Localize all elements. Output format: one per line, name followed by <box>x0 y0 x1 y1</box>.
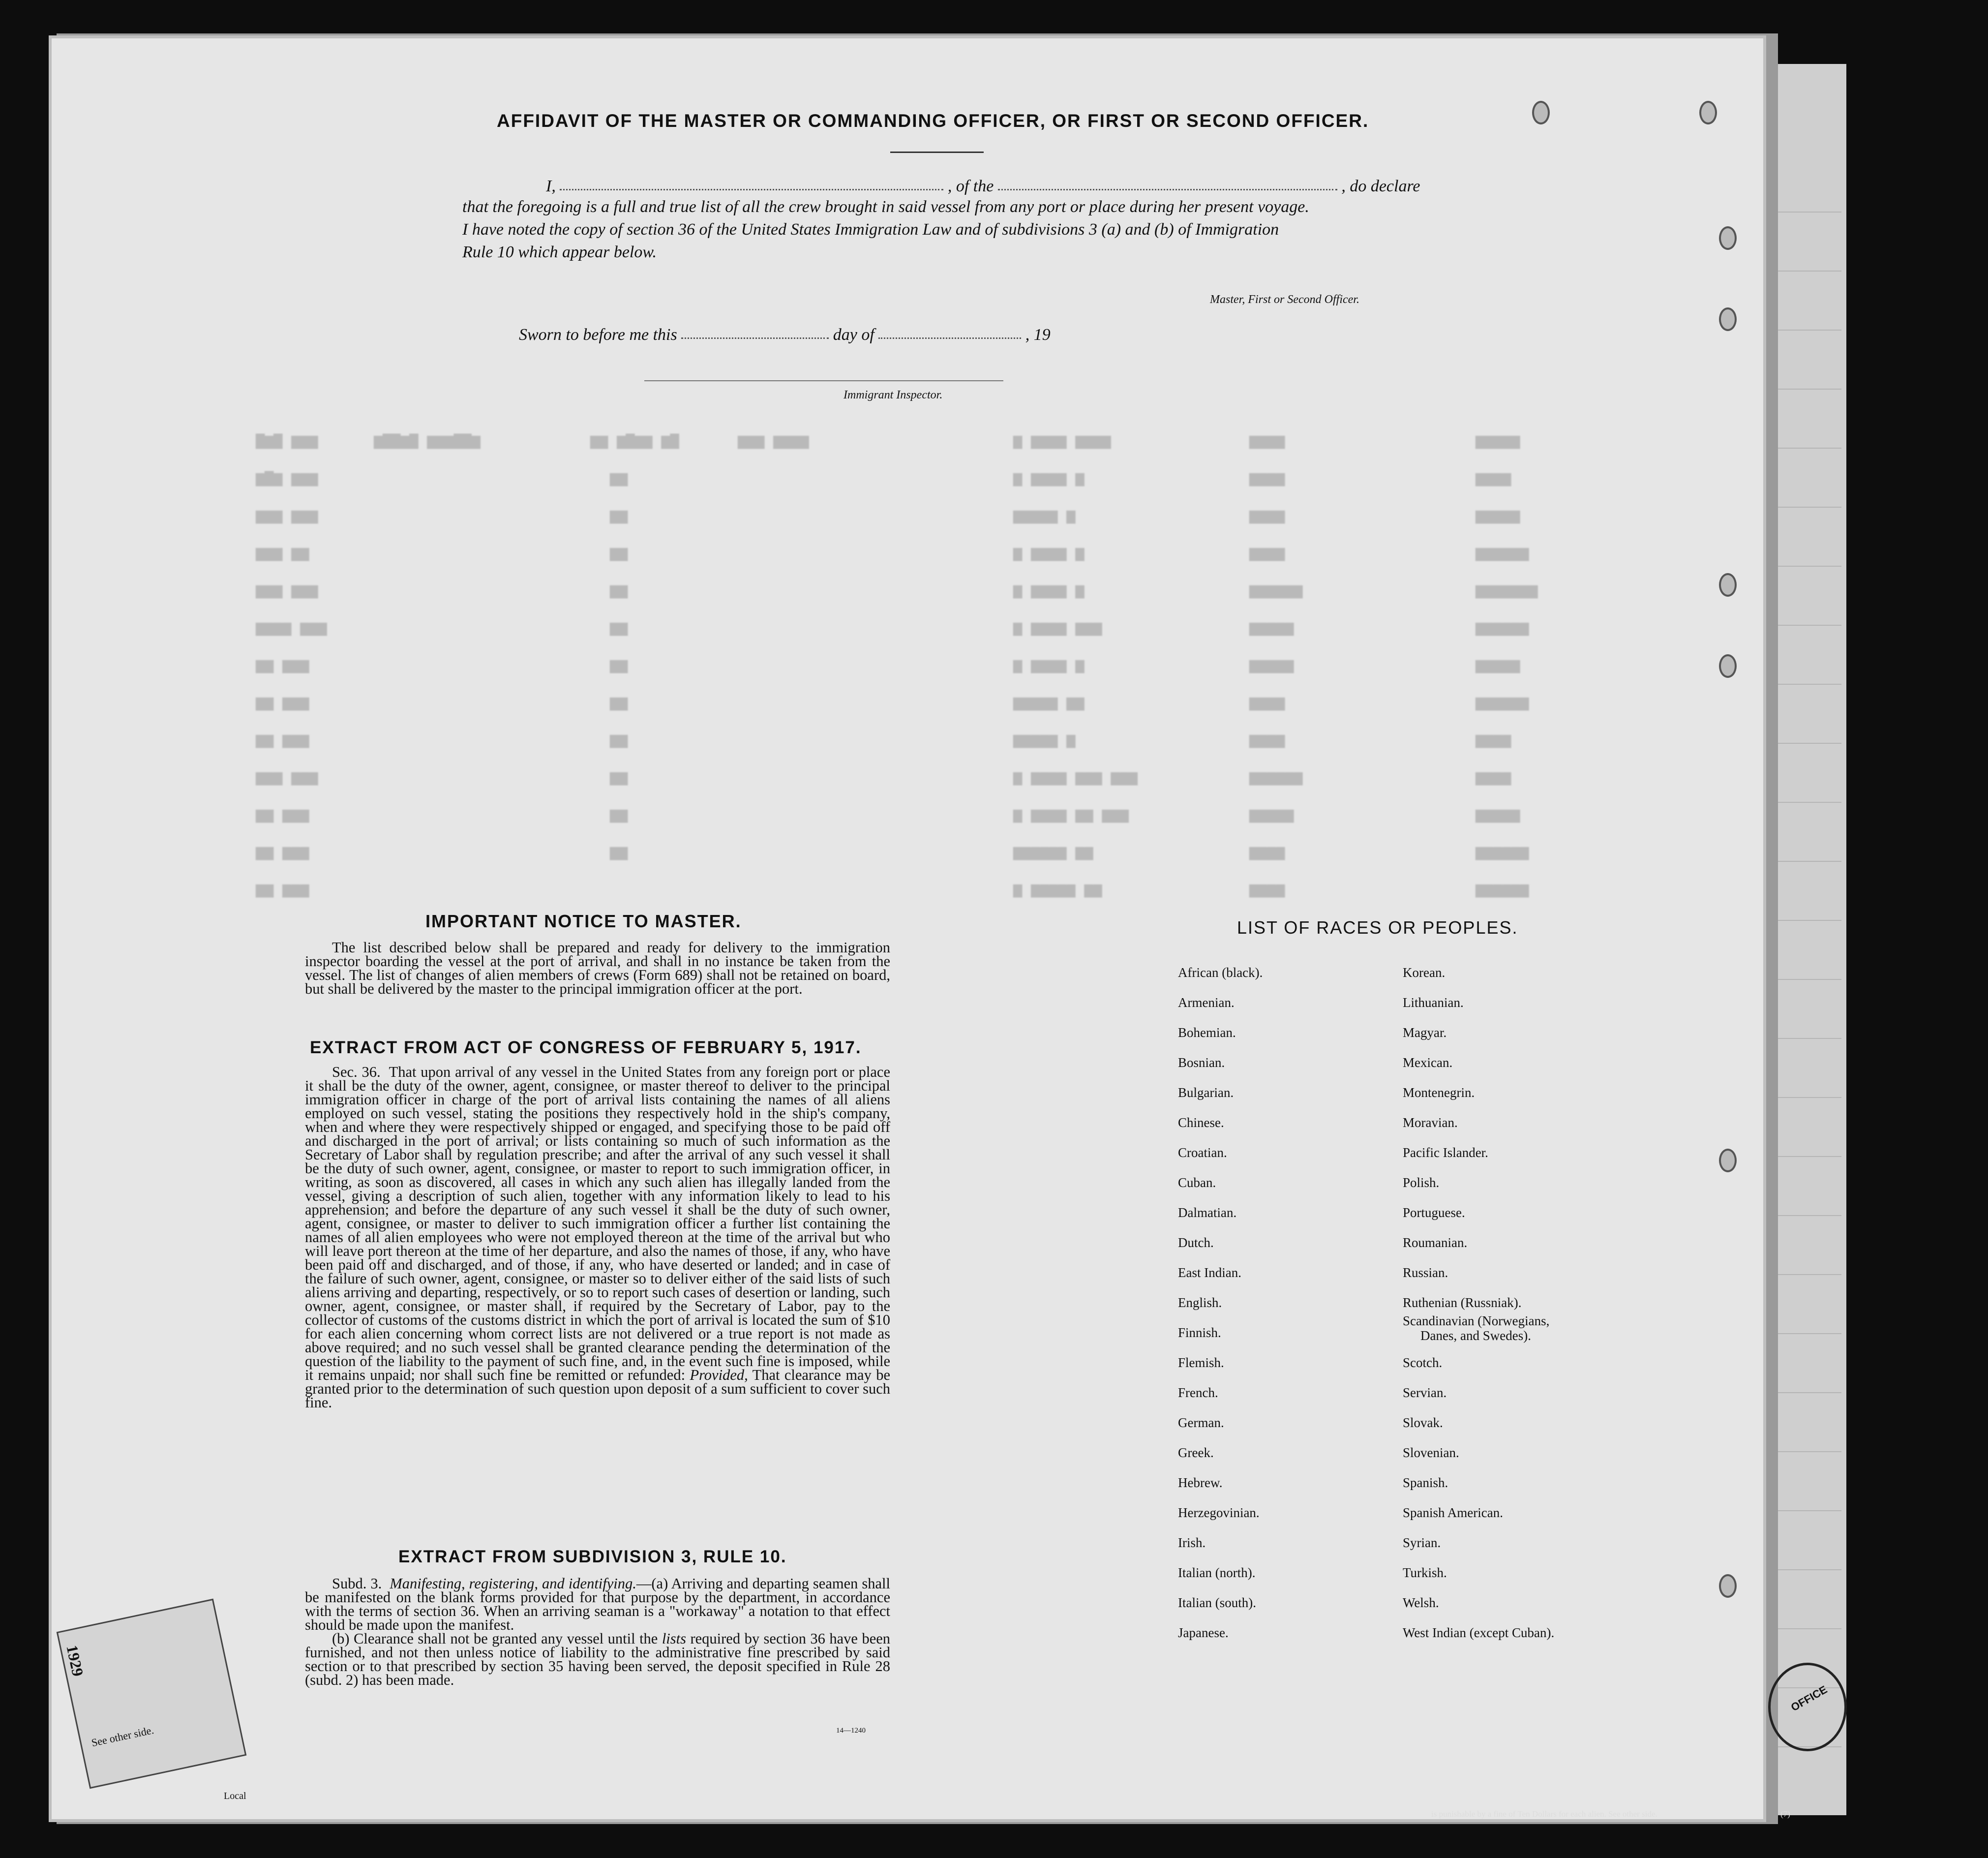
act-section-label: Sec. 36. <box>332 1064 381 1080</box>
race-item: Slovak. <box>1403 1415 1443 1430</box>
underlying-sheet <box>1751 64 1846 1815</box>
rule-text-b-end: required by section 36 have been furnished, and not then unless notice of liability to the administrative fine prescribed by said section or to that prescribed by section 35 having been served, the deposit specified in Rule 28 (subd. 2) has been made. <box>305 1630 891 1688</box>
race-item: Scandinavian (Norwegians, <box>1403 1313 1550 1328</box>
race-item: Irish. <box>1178 1535 1206 1550</box>
affidavit-i: I, <box>546 177 556 195</box>
race-item: Montenegrin. <box>1403 1085 1475 1100</box>
slip-see-other: See other side. <box>90 1723 155 1749</box>
race-item: Bosnian. <box>1178 1055 1225 1070</box>
inspector-signature-line <box>644 380 1003 381</box>
fine-note: is punishable by a fine of Ten Dollars for each alien. See other side. <box>1431 1809 1657 1819</box>
race-item: Turkish. <box>1403 1565 1447 1580</box>
race-item: Flemish. <box>1178 1355 1224 1370</box>
race-item: Servian. <box>1403 1385 1447 1400</box>
race-item: Pacific Islander. <box>1403 1145 1488 1160</box>
race-item: Cuban. <box>1178 1175 1216 1190</box>
affidavit-line-3: I have noted the copy of section 36 of the United States Immigration Law and of subdivisions 3 (a) and (b) of Immigration <box>462 220 1279 239</box>
office-stamp-icon <box>1768 1663 1847 1751</box>
binder-hole-icon <box>1532 101 1550 124</box>
binder-hole-icon <box>1719 654 1737 678</box>
race-item: Greek. <box>1178 1445 1214 1460</box>
binder-hole-icon <box>1719 1574 1737 1598</box>
notice-title: IMPORTANT NOTICE TO MASTER. <box>425 911 742 931</box>
race-item: Slovenian. <box>1403 1445 1459 1460</box>
master-signature-label: Master, First or Second Officer. <box>1210 293 1359 306</box>
race-item: Croatian. <box>1178 1145 1227 1160</box>
race-item: Portuguese. <box>1403 1205 1465 1220</box>
affidavit-line-4: Rule 10 which appear below. <box>462 243 657 261</box>
race-item: Welsh. <box>1403 1595 1439 1610</box>
act-section-body: That upon arrival of any vessel in the United States from any foreign port or place it shall be the duty of the owner, agent, consignee, or master thereof to deliver to the principal immigration officer in charge of the port of arrival lists containing the names of all aliens employed on such vessel, stating the positions they respectively hold in the ship's company, when and where they were respectively shipped or engaged, and specifying those to be paid off and discharged in the port of arrival; or lists containing so much of such information as the Secretary of Labor shall by regulation prescribe; and after the arrival of any such vessel it shall be the duty of such owner, agent, consignee, or master to report to such immigration officer, in writing, as soon as discovered, all cases in which any such alien has illegally landed from the vessel, giving a description of such alien, together with any information likely to lead to his apprehension; and before the departure of any such vessel it shall be the duty of such owner, agent, consignee, or master to deliver to such immigration officer a further list containing the names of all alien employees who were not employed thereon at the time of the arrival but who will leave port thereon at the time of her departure, and also the names of those, if any, who have been paid off and discharged, and of those, if any, who have deserted or landed; and in case of the failure of such owner, agent, consignee, or master so to deliver either of the said lists of such aliens arriving and departing, respectively, or so to report such cases of desertion or landing, such owner, agent, consignee, or master shall, if required by the Secretary of Labor, pay to the collector of customs of the customs district in which the port of arrival is located the sum of $10 for each alien concerning whom correct lists are not delivered or a true report is not made as above required; and no such vessel shall be granted clearance pending the determination of the question of the liability to the payment of such fine, and, in the event such fine is imposed, while it remains unpaid; nor shall such fine be remitted or refunded: <box>305 1064 890 1383</box>
act-section-end: That clearance may be granted prior to the determination of such question upon deposit of a sum sufficient to cover such fine. <box>305 1367 891 1411</box>
affidavit-line-2: that the foregoing is a full and true list of all the crew brought in said vessel from any port or place during her present voyage. <box>462 198 1309 216</box>
rule-text-a: —(a) Arriving and departing seamen shall be manifested on the blank forms provided for that purpose by the department, in accordance with the terms of section 36. When an arriving seaman is a "workaway" a notation to that effect should be made upon the manifest. <box>305 1575 891 1633</box>
race-item: Italian (north). <box>1178 1565 1256 1580</box>
race-item: Spanish. <box>1403 1475 1448 1490</box>
rule-title: EXTRACT FROM SUBDIVISION 3, RULE 10. <box>398 1547 787 1566</box>
rule-subd-label: Subd. 3. <box>332 1575 382 1592</box>
affidavit-line-1 <box>546 177 1420 196</box>
race-item: Korean. <box>1403 965 1446 980</box>
race-item: Bohemian. <box>1178 1025 1236 1040</box>
affidavit-of-the: , of the <box>947 177 994 195</box>
binder-hole-icon <box>1719 573 1737 597</box>
binder-hole-icon <box>1719 1149 1737 1172</box>
rule-subd-heading: Manifesting, registering, and identifying. <box>390 1575 636 1592</box>
race-item: West Indian (except Cuban). <box>1403 1625 1555 1640</box>
races-title: LIST OF RACES OR PEOPLES. <box>1237 917 1518 938</box>
title-underline <box>890 152 984 153</box>
notice-text <box>305 941 890 996</box>
race-item: Herzegovinian. <box>1178 1505 1260 1520</box>
race-item: Magyar. <box>1403 1025 1447 1040</box>
race-item: Lithuanian. <box>1403 995 1464 1010</box>
race-item: Syrian. <box>1403 1535 1441 1550</box>
race-item: Mexican. <box>1403 1055 1453 1070</box>
race-item: Hebrew. <box>1178 1475 1223 1490</box>
local-label: Local <box>224 1791 246 1801</box>
act-text <box>305 1065 890 1409</box>
rule-text-b-lists: lists <box>662 1630 686 1647</box>
race-item: Polish. <box>1403 1175 1440 1190</box>
sworn-text: Sworn to before me this <box>519 326 677 344</box>
act-provided: Provided, <box>690 1367 748 1383</box>
form-number: 14—1240 <box>836 1727 866 1735</box>
stamp-year: 1929 <box>63 1643 87 1678</box>
race-item: Scotch. <box>1403 1355 1443 1370</box>
binder-hole-icon <box>1719 226 1737 250</box>
act-title: EXTRACT FROM ACT OF CONGRESS OF FEBRUARY 5, 1917. <box>310 1038 862 1057</box>
race-item: Bulgarian. <box>1178 1085 1234 1100</box>
race-item: Ruthenian (Russniak). <box>1403 1295 1522 1310</box>
race-item: East Indian. <box>1178 1265 1241 1280</box>
sworn-line <box>519 326 1051 344</box>
inspector-label: Immigrant Inspector. <box>843 389 943 401</box>
race-item: African (black). <box>1178 965 1263 980</box>
race-item: Finnish. <box>1178 1325 1221 1340</box>
race-item: German. <box>1178 1415 1224 1430</box>
race-item: Dutch. <box>1178 1235 1214 1250</box>
folded-slip <box>57 1599 247 1789</box>
rule-text-b-start: (b) Clearance shall not be granted any vessel until the <box>332 1630 658 1647</box>
binder-hole-icon <box>1699 101 1717 124</box>
race-item: Roumanian. <box>1403 1235 1468 1250</box>
day-of-text: day of <box>833 326 874 344</box>
race-item: Dalmatian. <box>1178 1205 1237 1220</box>
race-item: Chinese. <box>1178 1115 1224 1130</box>
affidavit-do-declare: , do declare <box>1341 177 1420 195</box>
race-item: Armenian. <box>1178 995 1235 1010</box>
corner-mark: (7) <box>1780 1809 1790 1819</box>
year-text: , 19 <box>1025 326 1051 344</box>
race-item: Italian (south). <box>1178 1595 1256 1610</box>
race-item: French. <box>1178 1385 1218 1400</box>
race-item: Russian. <box>1403 1265 1448 1280</box>
race-item: English. <box>1178 1295 1222 1310</box>
notice-paragraph: The list described below shall be prepared and ready for delivery to the immigration inspector boarding the vessel at the port of arrival, and shall in no instance be taken from the vessel. The list of changes of alien members of crews (Form 689) shall not be retained on board, but shall be delivered by the master to the principal immigration officer at the port. <box>305 939 890 997</box>
binder-hole-icon <box>1719 307 1737 331</box>
race-item: Japanese. <box>1178 1625 1229 1640</box>
rule-text <box>305 1577 890 1687</box>
stamp-office-text: OFFICE <box>1788 1683 1830 1714</box>
race-item: Spanish American. <box>1403 1505 1503 1520</box>
race-item: Moravian. <box>1403 1115 1458 1130</box>
race-item-continued: Danes, and Swedes). <box>1420 1328 1531 1343</box>
affidavit-title: AFFIDAVIT OF THE MASTER OR COMMANDING OFFICER, OR FIRST OR SECOND OFFICER. <box>497 111 1369 131</box>
